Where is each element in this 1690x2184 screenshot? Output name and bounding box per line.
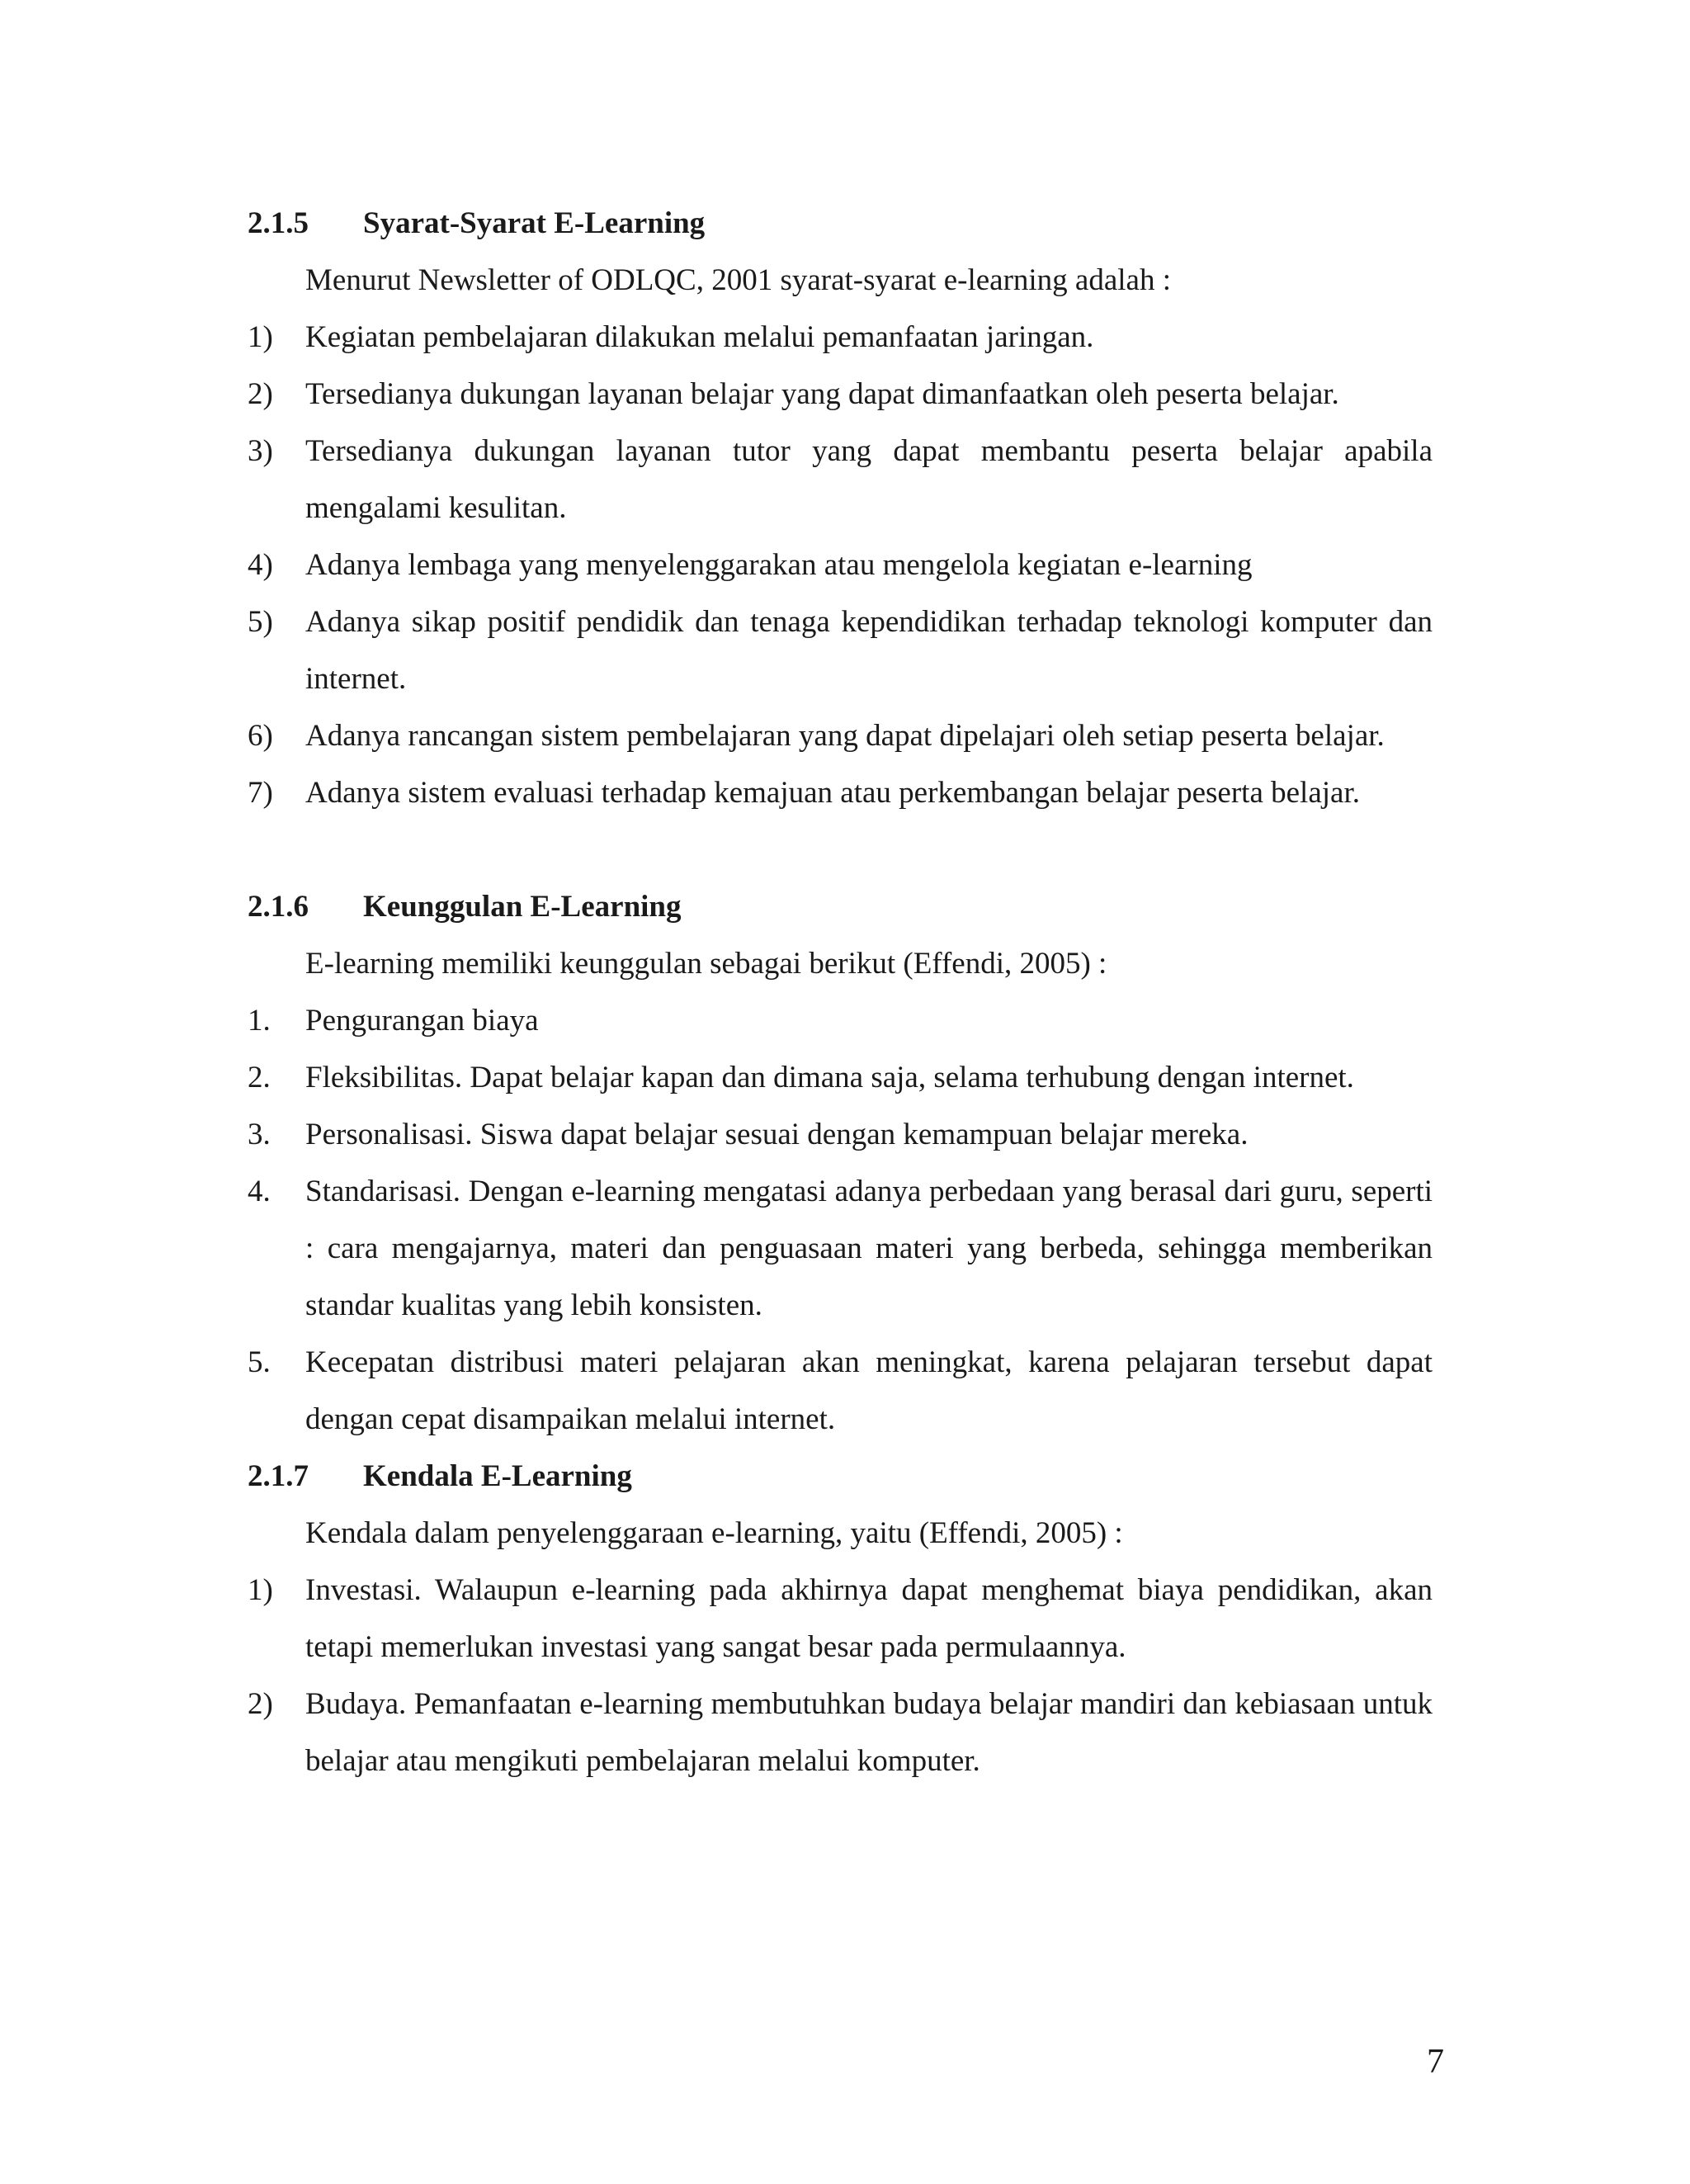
section-intro: Menurut Newsletter of ODLQC, 2001 syarat-syarat e-learning adalah : <box>305 263 1172 297</box>
section-heading-2-1-6 <box>248 878 1433 935</box>
section-title: Syarat-Syarat E-Learning <box>363 206 706 240</box>
list-item-text: Standarisasi. Dengan e-learning mengatasi adanya perbedaan yang berasal dari guru, seperti : cara mengajarnya, materi dan penguasaan materi yang berbeda, sehingga memberikan standar kualitas yang lebih konsisten. <box>305 1175 1433 1322</box>
list-marker: 1) <box>248 320 273 354</box>
list-marker: 3. <box>248 1118 271 1151</box>
section-number: 2.1.5 <box>248 206 309 240</box>
list-item <box>248 1049 1433 1106</box>
list-item <box>248 537 1433 593</box>
list-marker: 1) <box>248 1573 273 1607</box>
list-item <box>248 707 1433 764</box>
list-marker: 5. <box>248 1345 271 1379</box>
list-item <box>248 593 1433 707</box>
section-title: Keunggulan E-Learning <box>363 890 682 924</box>
list-item-text: Adanya rancangan sistem pembelajaran yang dapat dipelajari oleh setiap peserta belajar. <box>305 719 1385 753</box>
list-marker: 2) <box>248 377 273 411</box>
list-item-text: Investasi. Walaupun e-learning pada akhirnya dapat menghemat biaya pendidikan, akan tetapi memerlukan investasi yang sangat besar pada permulaannya. <box>305 1573 1433 1664</box>
list-item-text: Tersedianya dukungan layanan belajar yang dapat dimanfaatkan oleh peserta belajar. <box>305 377 1339 411</box>
list-item-text: Pengurangan biaya <box>305 1004 539 1038</box>
list-item <box>248 366 1433 423</box>
section-heading-2-1-5 <box>248 195 1433 252</box>
list-marker: 1. <box>248 1004 271 1038</box>
list-item <box>248 1106 1433 1163</box>
list-item <box>248 1163 1433 1334</box>
list-marker: 3) <box>248 434 273 468</box>
list-item <box>248 764 1433 821</box>
list-item-text: Budaya. Pemanfaatan e-learning membutuhkan budaya belajar mandiri dan kebiasaan untuk belajar atau mengikuti pembelajaran melalui komputer. <box>305 1687 1433 1778</box>
page-number: 7 <box>1427 2043 1444 2081</box>
section-heading-2-1-7 <box>248 1448 1433 1505</box>
section-title: Kendala E-Learning <box>363 1459 632 1493</box>
list-item <box>248 423 1433 537</box>
list-item-text: Personalisasi. Siswa dapat belajar sesuai dengan kemampuan belajar mereka. <box>305 1118 1249 1151</box>
list-item-text: Tersedianya dukungan layanan tutor yang dapat membantu peserta belajar apabila mengalami kesulitan. <box>305 434 1433 525</box>
list-item-text: Adanya sikap positif pendidik dan tenaga kependidikan terhadap teknologi komputer dan internet. <box>305 605 1433 696</box>
section-number: 2.1.7 <box>248 1459 309 1493</box>
list-marker: 5) <box>248 605 273 639</box>
list-item <box>248 1562 1433 1676</box>
section-number: 2.1.6 <box>248 890 309 924</box>
list-item <box>248 309 1433 366</box>
list-marker: 6) <box>248 719 273 753</box>
section-spacer <box>248 821 1433 878</box>
list-marker: 4) <box>248 548 273 582</box>
list-item-text: Kegiatan pembelajaran dilakukan melalui pemanfaatan jaringan. <box>305 320 1094 354</box>
list-item-text: Fleksibilitas. Dapat belajar kapan dan dimana saja, selama terhubung dengan internet. <box>305 1061 1354 1094</box>
list-item-text: Adanya sistem evaluasi terhadap kemajuan atau perkembangan belajar peserta belajar. <box>305 776 1360 810</box>
list-item-text: Kecepatan distribusi materi pelajaran akan meningkat, karena pelajaran tersebut dapat dengan cepat disampaikan melalui internet. <box>305 1345 1433 1436</box>
section-intro: E-learning memiliki keunggulan sebagai berikut (Effendi, 2005) : <box>305 947 1107 981</box>
list-marker: 4. <box>248 1175 271 1208</box>
section-intro: Kendala dalam penyelenggaraan e-learning, yaitu (Effendi, 2005) : <box>305 1516 1123 1550</box>
page-content <box>248 195 1433 1789</box>
list-item <box>248 1676 1433 1789</box>
list-marker: 2) <box>248 1687 273 1721</box>
list-item <box>248 1334 1433 1448</box>
list-item <box>248 992 1433 1049</box>
list-item-text: Adanya lembaga yang menyelenggarakan atau mengelola kegiatan e-learning <box>305 548 1253 582</box>
list-marker: 7) <box>248 776 273 810</box>
list-marker: 2. <box>248 1061 271 1094</box>
